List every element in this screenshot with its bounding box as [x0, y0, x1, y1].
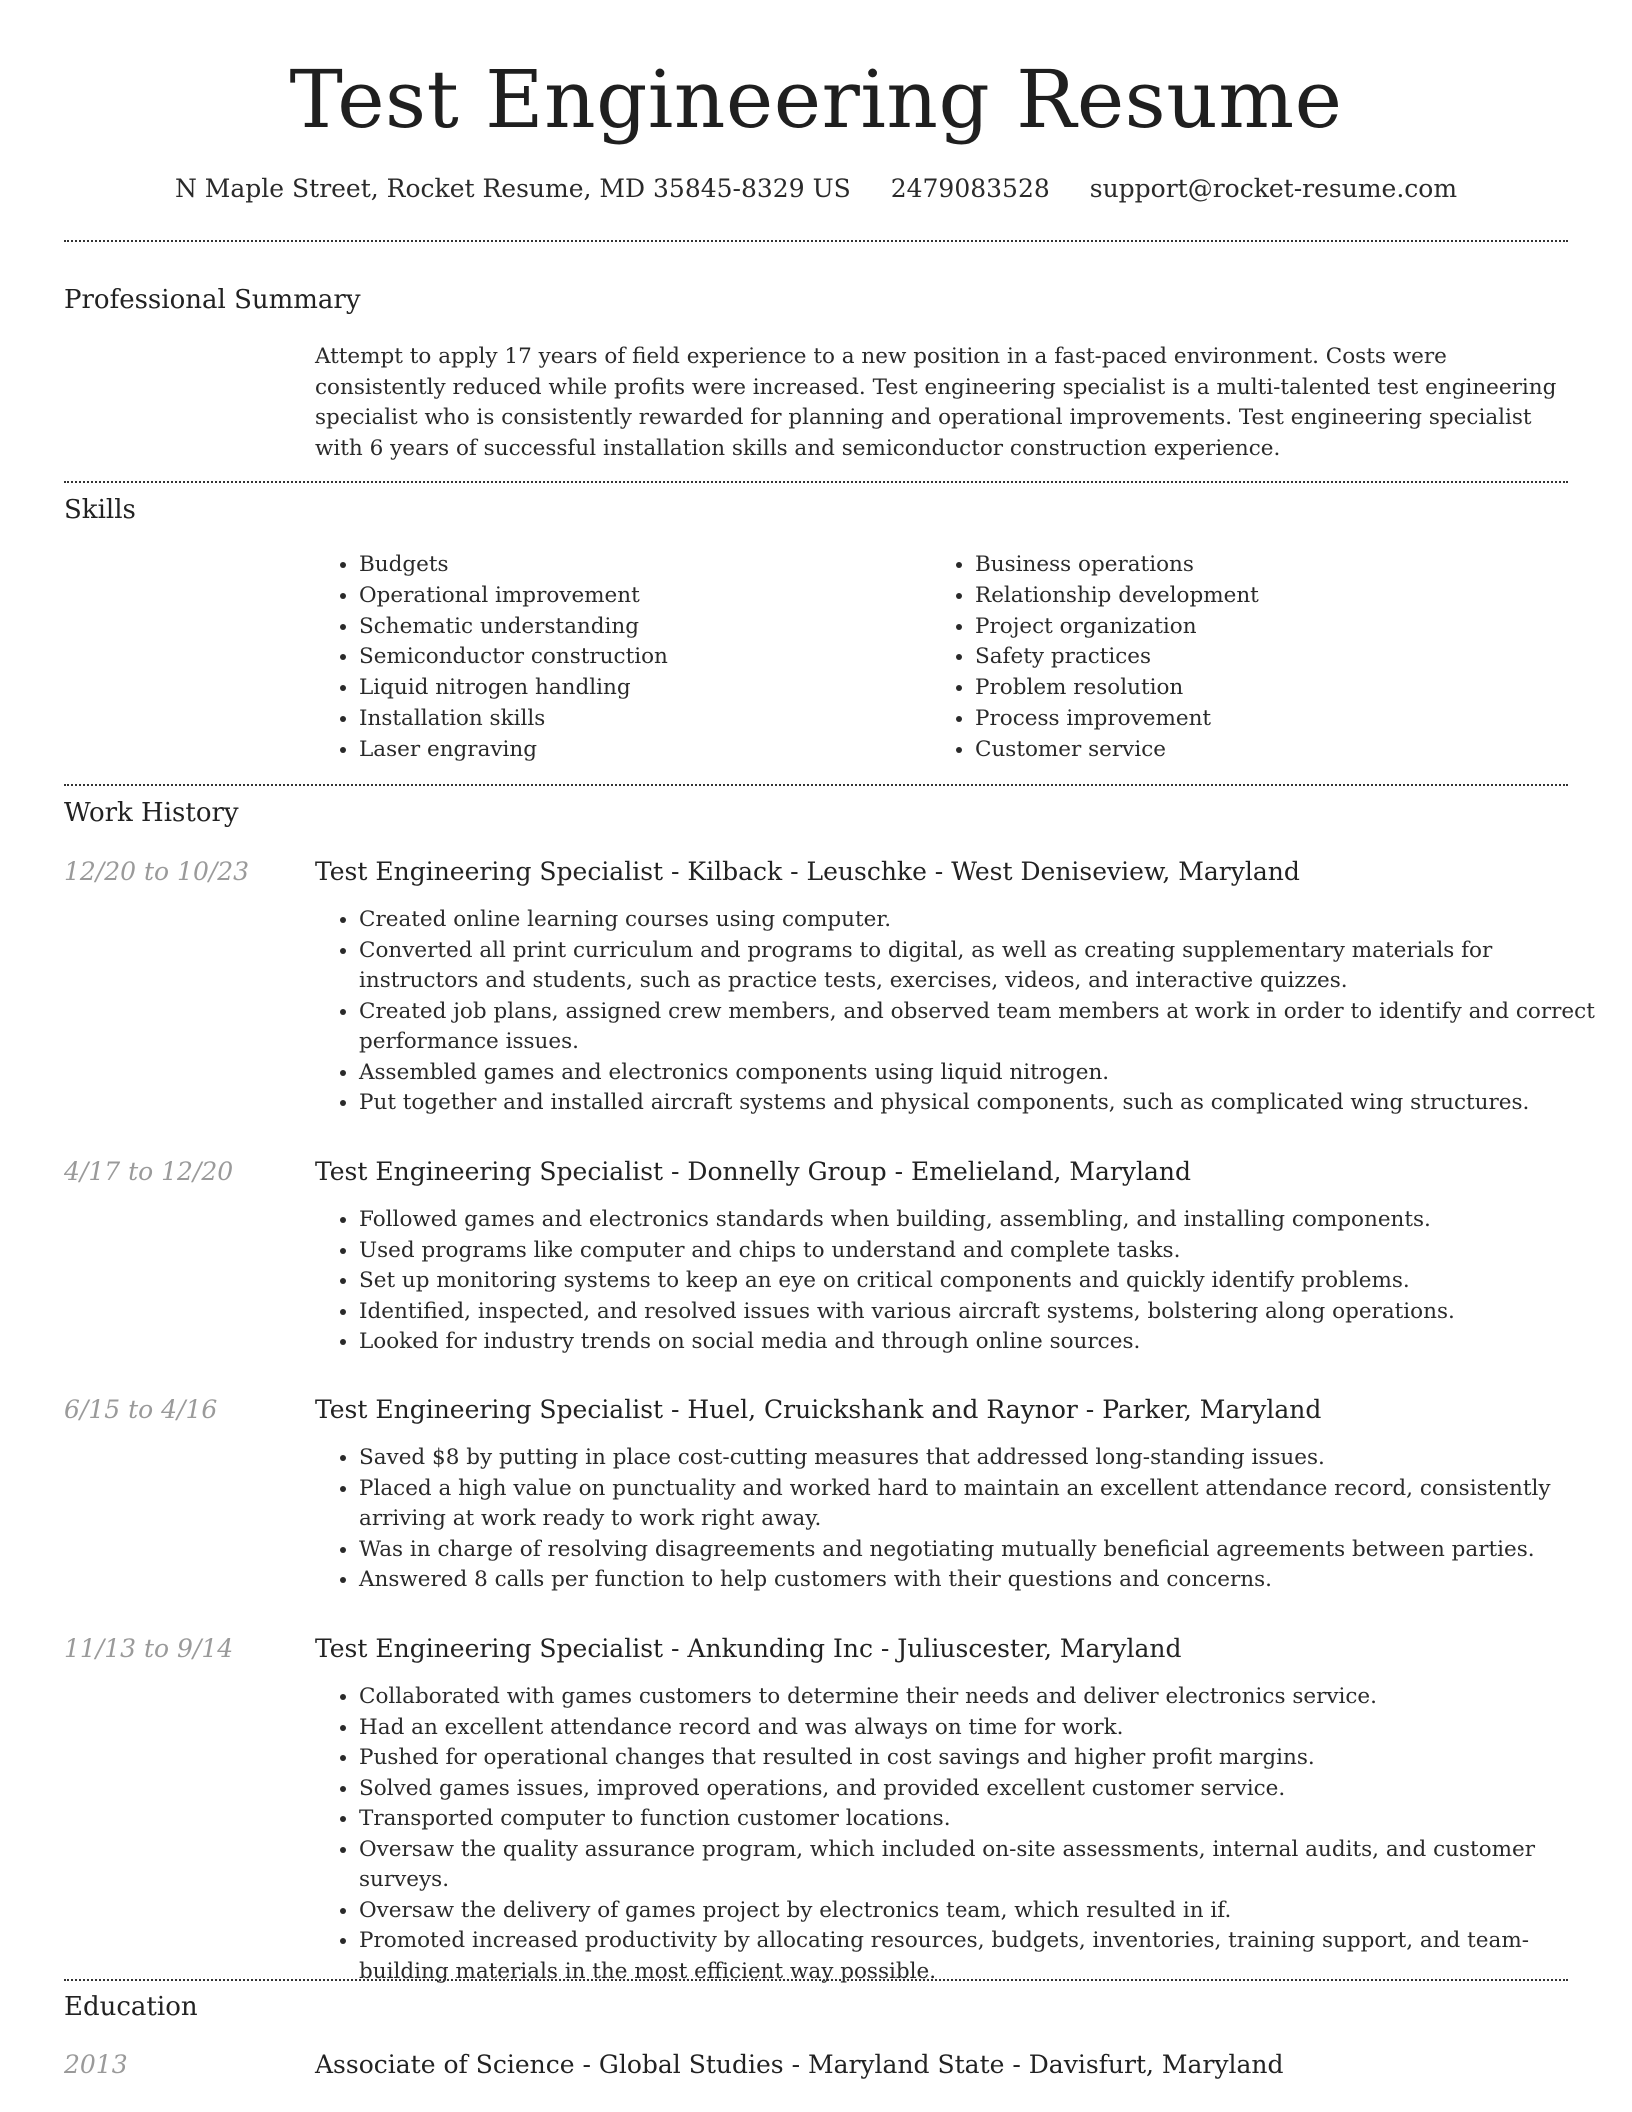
- job-bullet: • Created online learning courses using computer.: [359, 905, 1612, 936]
- skill-item: • Semiconductor construction: [359, 642, 919, 673]
- skill-item: • Operational improvement: [359, 581, 919, 612]
- section-divider: [64, 784, 1568, 786]
- job-bullet: • Answered 8 calls per function to help customers with their questions and concerns.: [359, 1565, 1612, 1596]
- job-title: Test Engineering Specialist - Donnelly Group - Emelieland, Maryland: [315, 1157, 1192, 1186]
- education-year: 2013: [64, 2050, 128, 2079]
- job-bullet: • Oversaw the quality assurance program, which included on-site assessments, internal audits, and customer surveys.: [359, 1835, 1612, 1896]
- skills-list-left: [315, 550, 919, 766]
- contact-phone: 2479083528: [890, 174, 1050, 203]
- work-history-heading: Work History: [64, 798, 239, 828]
- job-dates: 11/13 to 9/14: [64, 1634, 234, 1663]
- section-divider: [64, 240, 1568, 242]
- skill-item: • Laser engraving: [359, 735, 919, 766]
- job-title: Test Engineering Specialist - Ankunding Inc - Juliuscester, Maryland: [315, 1634, 1182, 1663]
- job-bullet: • Collaborated with games customers to determine their needs and deliver electronics service.: [359, 1682, 1612, 1713]
- job-bullets: [315, 1682, 1612, 1987]
- contact-address: N Maple Street, Rocket Resume, MD 35845-8329 US: [174, 174, 851, 203]
- skills-list-right: [931, 550, 1575, 766]
- job-bullet: • Solved games issues, improved operations, and provided excellent customer service.: [359, 1774, 1612, 1805]
- job-title: Test Engineering Specialist - Huel, Cruickshank and Raynor - Parker, Maryland: [315, 1395, 1322, 1424]
- job-bullets: [315, 1443, 1612, 1596]
- summary-text: Attempt to apply 17 years of field experience to a new position in a fast-paced environment. Costs were consistently reduced while profits were increased. Test engineering specialist is a multi-talented test engineering specialist who is consistently rewarded for planning and operational improvements. Test engineering specialist with 6 years of successful installation skills and semiconductor construction experience.: [315, 344, 1557, 461]
- job-bullet: • Saved $8 by putting in place cost-cutting measures that addressed long-standing issues.: [359, 1443, 1612, 1474]
- job-bullet: • Created job plans, assigned crew members, and observed team members at work in order to identify and correct performance issues.: [359, 997, 1612, 1058]
- skill-item: • Liquid nitrogen handling: [359, 673, 919, 704]
- skill-item: • Budgets: [359, 550, 919, 581]
- job-bullet: • Identified, inspected, and resolved issues with various aircraft systems, bolstering along operations.: [359, 1297, 1612, 1328]
- contact-line: [0, 172, 1632, 206]
- page-title: Test Engineering Resume: [289, 53, 1343, 146]
- job-bullet: • Pushed for operational changes that resulted in cost savings and higher profit margins.: [359, 1743, 1612, 1774]
- job-dates: 12/20 to 10/23: [64, 857, 250, 886]
- skill-item: • Business operations: [975, 550, 1575, 581]
- summary-heading: Professional Summary: [64, 285, 361, 315]
- skill-item: • Process improvement: [975, 704, 1575, 735]
- job-title: Test Engineering Specialist - Kilback - Leuschke - West Deniseview, Maryland: [315, 857, 1300, 886]
- job-bullet: • Promoted increased productivity by allocating resources, budgets, inventories, training support, and team-building materials in the most efficient way possible.: [359, 1926, 1612, 1987]
- skills-heading: Skills: [64, 495, 136, 525]
- contact-email: support@rocket-resume.com: [1089, 174, 1458, 203]
- job-bullet: • Used programs like computer and chips to understand and complete tasks.: [359, 1236, 1612, 1267]
- job-bullet: • Had an excellent attendance record and was always on time for work.: [359, 1713, 1612, 1744]
- job-bullets: [315, 905, 1612, 1119]
- job-bullet: • Placed a high value on punctuality and worked hard to maintain an excellent attendance record, consistently arriving at work ready to work right away.: [359, 1474, 1612, 1535]
- job-bullet: • Assembled games and electronics components using liquid nitrogen.: [359, 1058, 1612, 1089]
- skill-item: • Customer service: [975, 735, 1575, 766]
- job-bullet: • Was in charge of resolving disagreements and negotiating mutually beneficial agreements between parties.: [359, 1535, 1612, 1566]
- job-bullet: • Oversaw the delivery of games project by electronics team, which resulted in if.: [359, 1896, 1612, 1927]
- job-dates: 6/15 to 4/16: [64, 1395, 218, 1424]
- job-bullet: • Set up monitoring systems to keep an eye on critical components and quickly identify problems.: [359, 1266, 1612, 1297]
- education-heading: Education: [64, 1992, 198, 2022]
- skill-item: • Problem resolution: [975, 673, 1575, 704]
- job-bullet: • Converted all print curriculum and programs to digital, as well as creating supplementary materials for instructors and students, such as practice tests, exercises, videos, and interactive quizzes.: [359, 936, 1612, 997]
- skill-item: • Safety practices: [975, 642, 1575, 673]
- job-bullet: • Put together and installed aircraft systems and physical components, such as complicated wing structures.: [359, 1088, 1612, 1119]
- job-bullet: • Looked for industry trends on social media and through online sources.: [359, 1327, 1612, 1358]
- job-bullets: [315, 1205, 1612, 1358]
- skill-item: • Schematic understanding: [359, 612, 919, 643]
- education-degree: Associate of Science - Global Studies - Maryland State - Davisfurt, Maryland: [315, 2050, 1284, 2079]
- section-divider: [64, 1979, 1568, 1981]
- skill-item: • Relationship development: [975, 581, 1575, 612]
- skill-item: • Project organization: [975, 612, 1575, 643]
- skill-item: • Installation skills: [359, 704, 919, 735]
- section-divider: [64, 481, 1568, 483]
- job-dates: 4/17 to 12/20: [64, 1157, 234, 1186]
- job-bullet: • Followed games and electronics standards when building, assembling, and installing components.: [359, 1205, 1612, 1236]
- job-bullet: • Transported computer to function customer locations.: [359, 1804, 1612, 1835]
